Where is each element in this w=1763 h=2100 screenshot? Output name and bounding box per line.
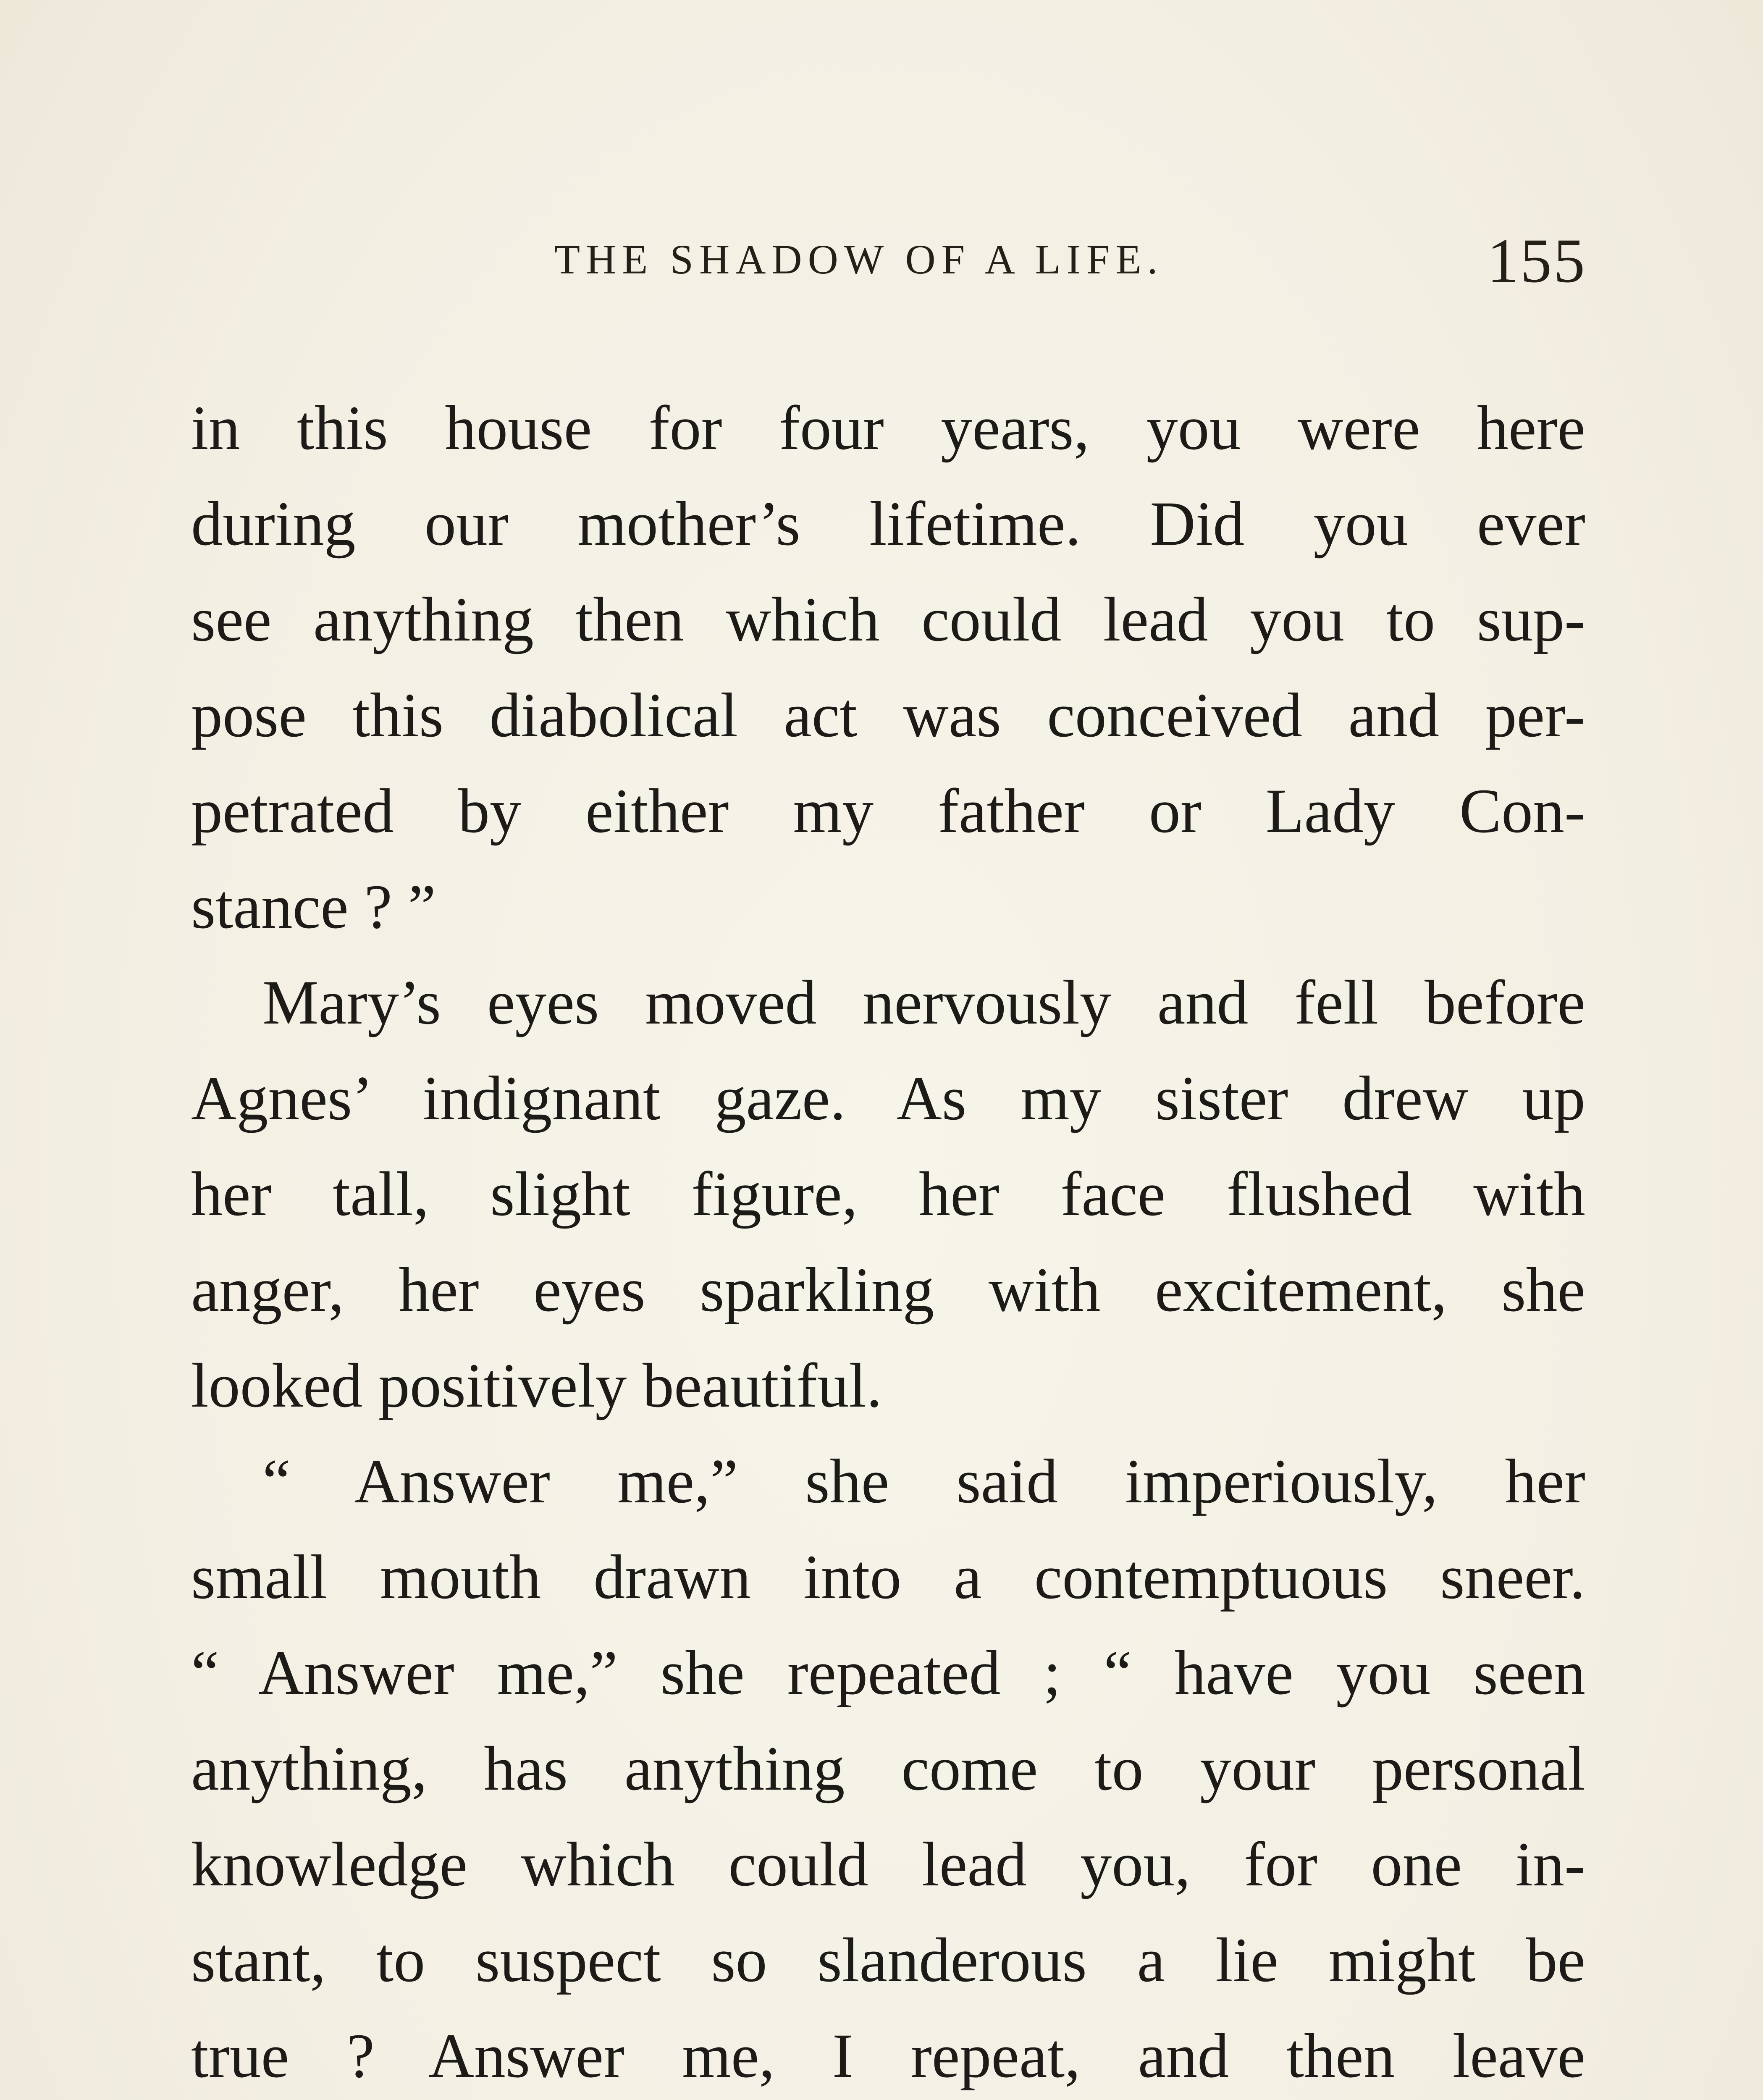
text-line: “ Answer me,” she repeated ; “ have you seen <box>191 1638 1585 1708</box>
text-line: small mouth drawn into a contemptuous sneer. <box>191 1542 1585 1612</box>
text-line: stance ? ” <box>191 872 436 942</box>
text-line: during our mother’s lifetime. Did you ever <box>191 489 1585 559</box>
body-text <box>191 380 1585 2100</box>
text-line: knowledge which could lead you, for one in- <box>191 1830 1585 1899</box>
text-line: pose this diabolical act was conceived and per- <box>191 680 1585 750</box>
text-line: see anything then which could lead you to sup- <box>191 585 1585 654</box>
page-number: 155 <box>1487 226 1587 296</box>
text-line: looked positively beautiful. <box>191 1351 882 1420</box>
running-head-title: THE SHADOW OF A LIFE. <box>554 236 1164 283</box>
text-line: petrated by either my father or Lady Con- <box>191 776 1585 846</box>
text-line: Mary’s eyes moved nervously and fell before <box>262 968 1585 1037</box>
text-line: stant, to suspect so slanderous a lie might be <box>191 1925 1585 1995</box>
text-line: Agnes’ indignant gaze. As my sister drew up <box>191 1063 1585 1133</box>
text-line: “ Answer me,” she said imperiously, her <box>262 1446 1585 1516</box>
text-line: anything, has anything come to your personal <box>191 1734 1585 1803</box>
text-line: true ? Answer me, I repeat, and then leave <box>191 2021 1585 2091</box>
text-line: anger, her eyes sparkling with excitement, she <box>191 1255 1585 1325</box>
text-line: in this house for four years, you were here <box>191 393 1585 463</box>
text-line: her tall, slight figure, her face flushed with <box>191 1159 1585 1229</box>
